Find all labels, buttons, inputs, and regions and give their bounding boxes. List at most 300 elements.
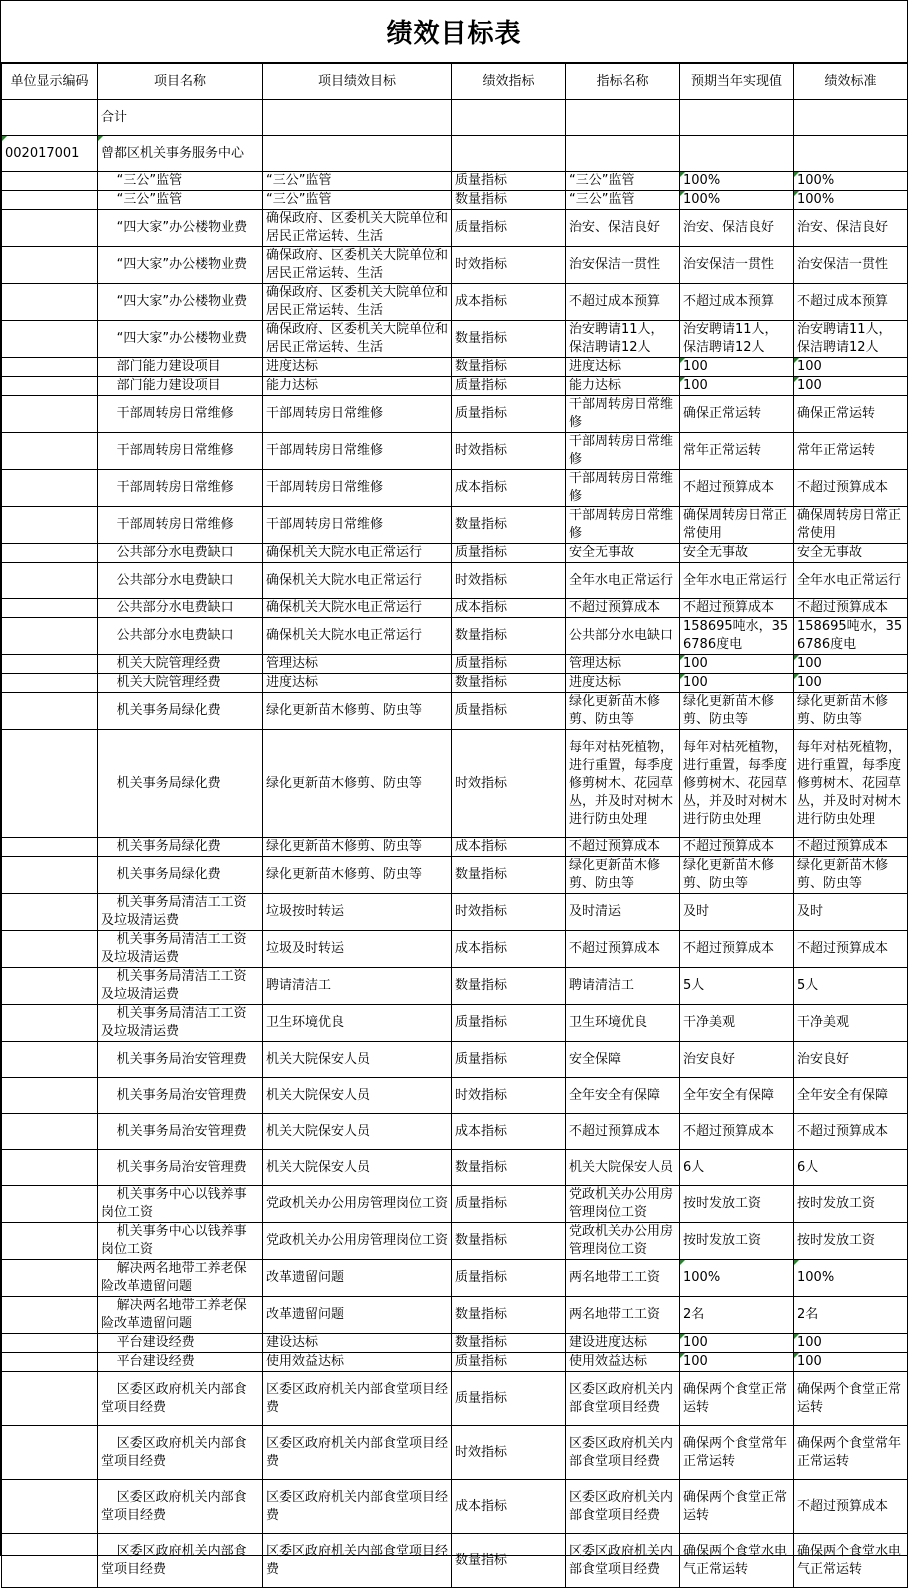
cell-unit-code[interactable] [2, 838, 98, 857]
cell-project-name[interactable]: 机关大院管理经费 [98, 655, 263, 674]
cell-indicator[interactable]: 成本指标 [452, 284, 566, 321]
cell-standard[interactable]: 100 [794, 655, 908, 674]
cell-project-name[interactable]: 机关大院管理经费 [98, 674, 263, 693]
cell-indicator-name[interactable]: 党政机关办公用房管理岗位工资 [566, 1186, 680, 1223]
cell-standard[interactable]: 不超过预算成本 [794, 931, 908, 968]
cell-unit-code[interactable] [2, 1078, 98, 1114]
cell-standard[interactable]: 治安聘请11人，保洁聘请12人 [794, 321, 908, 358]
cell-indicator[interactable]: 质量指标 [452, 377, 566, 396]
cell-standard[interactable]: 不超过预算成本 [794, 838, 908, 857]
cell-project-goal[interactable]: 区委区政府机关内部食堂项目经费 [263, 1372, 452, 1426]
cell-project-goal[interactable]: 确保机关大院水电正常运行 [263, 599, 452, 618]
cell-indicator-name[interactable]: 两名地带工工资 [566, 1297, 680, 1334]
cell-standard[interactable]: 不超过预算成本 [794, 1480, 908, 1534]
cell-project-name[interactable]: 机关事务中心以钱养事岗位工资 [98, 1186, 263, 1223]
cell-indicator-name[interactable]: 干部周转房日常维修 [566, 433, 680, 470]
cell-project-goal[interactable]: 确保政府、区委机关大院单位和居民正常运转、生活 [263, 321, 452, 358]
cell-project-name[interactable]: 机关事务局治安管理费 [98, 1114, 263, 1150]
cell-standard[interactable]: 不超过预算成本 [794, 599, 908, 618]
cell-standard[interactable]: 100 [794, 358, 908, 377]
cell-project-goal[interactable]: 机关大院保安人员 [263, 1078, 452, 1114]
cell-indicator[interactable]: 质量指标 [452, 1353, 566, 1372]
cell-expected-value[interactable]: 158695吨水，356786度电 [680, 618, 794, 655]
cell-standard[interactable]: 5人 [794, 968, 908, 1005]
cell-project-name[interactable]: 机关事务局绿化费 [98, 693, 263, 730]
cell-standard[interactable]: 确保正常运转 [794, 396, 908, 433]
cell-project-name[interactable]: 机关事务局清洁工工资及垃圾清运费 [98, 1005, 263, 1042]
cell-unit-code[interactable] [2, 1223, 98, 1260]
cell-unit-code[interactable] [2, 968, 98, 1005]
cell-indicator-name[interactable]: 干部周转房日常维修 [566, 507, 680, 544]
cell-project-goal[interactable]: 党政机关办公用房管理岗位工资 [263, 1186, 452, 1223]
cell-project-goal[interactable]: 区委区政府机关内部食堂项目经费 [263, 1426, 452, 1480]
cell-indicator[interactable]: 时效指标 [452, 247, 566, 284]
cell-project-name[interactable]: “三公”监管 [98, 172, 263, 191]
cell-expected-value[interactable]: 不超过预算成本 [680, 470, 794, 507]
cell-unit-code[interactable] [2, 857, 98, 894]
cell-indicator[interactable]: 数量指标 [452, 857, 566, 894]
cell-unit-code[interactable] [2, 1480, 98, 1534]
cell-expected-value[interactable]: 确保两个食堂正常运转 [680, 1372, 794, 1426]
cell-unit-code[interactable] [2, 396, 98, 433]
cell-unit-code[interactable] [2, 563, 98, 599]
cell-indicator[interactable]: 时效指标 [452, 894, 566, 931]
cell-standard[interactable]: 100 [794, 377, 908, 396]
cell-project-goal[interactable]: 区委区政府机关内部食堂项目经费 [263, 1480, 452, 1534]
cell-expected-value[interactable]: 确保两个食堂水电气正常运转 [680, 1534, 794, 1588]
cell-standard[interactable]: 100% [794, 172, 908, 191]
cell-standard[interactable]: 确保两个食堂水电气正常运转 [794, 1534, 908, 1588]
cell-project-name[interactable]: 机关事务局绿化费 [98, 838, 263, 857]
cell-project-goal[interactable]: 确保机关大院水电正常运行 [263, 563, 452, 599]
cell-standard[interactable]: 不超过成本预算 [794, 284, 908, 321]
cell-expected-value[interactable]: 6人 [680, 1150, 794, 1186]
cell-indicator-name[interactable]: 干部周转房日常维修 [566, 396, 680, 433]
cell-indicator-name[interactable]: 治安聘请11人，保洁聘请12人 [566, 321, 680, 358]
cell-standard[interactable]: 每年对枯死植物，进行重置，每季度修剪树木、花园草丛，并及时对树木进行防虫处理 [794, 730, 908, 838]
cell-indicator[interactable]: 数量指标 [452, 1223, 566, 1260]
cell-project-goal[interactable]: 进度达标 [263, 674, 452, 693]
cell-indicator-name[interactable]: 及时清运 [566, 894, 680, 931]
cell-standard[interactable]: 确保两个食堂正常运转 [794, 1372, 908, 1426]
cell-indicator-name[interactable]: 区委区政府机关内部食堂项目经费 [566, 1480, 680, 1534]
cell-project-goal[interactable]: 能力达标 [263, 377, 452, 396]
cell-indicator[interactable]: 时效指标 [452, 1078, 566, 1114]
cell-project-name[interactable]: “四大家”办公楼物业费 [98, 247, 263, 284]
cell-unit-code[interactable] [2, 894, 98, 931]
cell-standard[interactable]: 及时 [794, 894, 908, 931]
cell-indicator[interactable]: 质量指标 [452, 210, 566, 247]
cell-unit-code[interactable] [2, 1042, 98, 1078]
cell-project-goal[interactable]: 确保政府、区委机关大院单位和居民正常运转、生活 [263, 210, 452, 247]
cell-project-name[interactable]: 机关事务局绿化费 [98, 730, 263, 838]
cell-project-name[interactable]: 部门能力建设项目 [98, 377, 263, 396]
cell-unit-code[interactable] [2, 1114, 98, 1150]
cell-indicator-name[interactable]: 治安、保洁良好 [566, 210, 680, 247]
cell-project-goal[interactable]: 确保机关大院水电正常运行 [263, 544, 452, 563]
table-row [2, 1334, 908, 1353]
cell-indicator-name[interactable]: 机关大院保安人员 [566, 1150, 680, 1186]
cell-expected-value[interactable]: 全年安全有保障 [680, 1078, 794, 1114]
cell-expected-value[interactable]: 每年对枯死植物，进行重置，每季度修剪树木、花园草丛，并及时对树木进行防虫处理 [680, 730, 794, 838]
cell-expected-value[interactable]: 100 [680, 358, 794, 377]
cell-indicator[interactable]: 质量指标 [452, 396, 566, 433]
cell-indicator-name[interactable]: “三公”监管 [566, 172, 680, 191]
cell-unit-code[interactable] [2, 321, 98, 358]
cell-standard[interactable]: 常年正常运转 [794, 433, 908, 470]
cell-indicator-name[interactable]: 区委区政府机关内部食堂项目经费 [566, 1534, 680, 1588]
cell-standard[interactable] [794, 136, 908, 172]
cell-indicator[interactable]: 数量指标 [452, 1297, 566, 1334]
cell-standard[interactable]: 100 [794, 1334, 908, 1353]
cell-unit-code[interactable] [2, 100, 98, 136]
cell-indicator[interactable]: 质量指标 [452, 1005, 566, 1042]
cell-unit-code[interactable] [2, 1005, 98, 1042]
cell-project-goal[interactable]: 确保政府、区委机关大院单位和居民正常运转、生活 [263, 247, 452, 284]
cell-indicator[interactable]: 时效指标 [452, 1426, 566, 1480]
cell-indicator-name[interactable]: 聘请清洁工 [566, 968, 680, 1005]
table-row [2, 599, 908, 618]
cell-project-name[interactable]: 干部周转房日常维修 [98, 507, 263, 544]
cell-project-name[interactable]: “三公”监管 [98, 191, 263, 210]
cell-indicator[interactable]: 数量指标 [452, 618, 566, 655]
cell-indicator[interactable]: 数量指标 [452, 191, 566, 210]
cell-indicator-name[interactable]: 绿化更新苗木修剪、防虫等 [566, 857, 680, 894]
cell-expected-value[interactable]: 2名 [680, 1297, 794, 1334]
cell-standard[interactable]: 100 [794, 674, 908, 693]
cell-unit-code[interactable] [2, 1260, 98, 1297]
cell-expected-value[interactable]: 确保两个食堂常年正常运转 [680, 1426, 794, 1480]
cell-expected-value[interactable]: 常年正常运转 [680, 433, 794, 470]
cell-unit-code[interactable] [2, 507, 98, 544]
cell-expected-value[interactable] [680, 100, 794, 136]
cell-expected-value[interactable]: 绿化更新苗木修剪、防虫等 [680, 693, 794, 730]
cell-indicator-name[interactable]: 干部周转房日常维修 [566, 470, 680, 507]
cell-project-goal[interactable]: 聘请清洁工 [263, 968, 452, 1005]
cell-project-name[interactable]: 干部周转房日常维修 [98, 433, 263, 470]
cell-unit-code[interactable] [2, 1534, 98, 1588]
cell-expected-value[interactable]: 治安、保洁良好 [680, 210, 794, 247]
total-label[interactable]: 合计 [98, 100, 263, 136]
cell-indicator-name[interactable]: “三公”监管 [566, 191, 680, 210]
unit-row [2, 136, 908, 172]
cell-standard[interactable]: 按时发放工资 [794, 1186, 908, 1223]
cell-project-name[interactable]: 解决两名地带工养老保险改革遗留问题 [98, 1297, 263, 1334]
cell-project-goal[interactable]: 干部周转房日常维修 [263, 433, 452, 470]
cell-project-name[interactable]: 解决两名地带工养老保险改革遗留问题 [98, 1260, 263, 1297]
cell-expected-value[interactable]: 100% [680, 191, 794, 210]
cell-expected-value[interactable]: 不超过预算成本 [680, 838, 794, 857]
cell-indicator-name[interactable]: 不超过预算成本 [566, 931, 680, 968]
cell-indicator[interactable]: 数量指标 [452, 321, 566, 358]
cell-project-goal[interactable]: 确保政府、区委机关大院单位和居民正常运转、生活 [263, 284, 452, 321]
cell-indicator-name[interactable]: 卫生环境优良 [566, 1005, 680, 1042]
cell-unit-code[interactable] [2, 247, 98, 284]
cell-unit-code[interactable] [2, 210, 98, 247]
cell-project-name[interactable]: 机关事务局治安管理费 [98, 1042, 263, 1078]
cell-unit-code[interactable] [2, 1297, 98, 1334]
cell-indicator[interactable]: 成本指标 [452, 1480, 566, 1534]
cell-standard[interactable]: 不超过预算成本 [794, 470, 908, 507]
cell-indicator[interactable]: 时效指标 [452, 730, 566, 838]
cell-indicator-name[interactable]: 进度达标 [566, 358, 680, 377]
cell-project-name[interactable]: “四大家”办公楼物业费 [98, 321, 263, 358]
cell-indicator-name[interactable]: 党政机关办公用房管理岗位工资 [566, 1223, 680, 1260]
cell-project-goal[interactable]: 改革遗留问题 [263, 1260, 452, 1297]
cell-standard[interactable]: 安全无事故 [794, 544, 908, 563]
cell-indicator-name[interactable]: 不超过预算成本 [566, 599, 680, 618]
cell-expected-value[interactable]: 不超过预算成本 [680, 1114, 794, 1150]
cell-unit-code[interactable] [2, 674, 98, 693]
cell-project-goal[interactable]: 干部周转房日常维修 [263, 507, 452, 544]
cell-expected-value[interactable]: 确保周转房日常正常使用 [680, 507, 794, 544]
cell-project-name[interactable]: 机关事务局清洁工工资及垃圾清运费 [98, 968, 263, 1005]
cell-indicator[interactable]: 质量指标 [452, 1372, 566, 1426]
cell-expected-value[interactable]: 绿化更新苗木修剪、防虫等 [680, 857, 794, 894]
cell-project-name[interactable]: 公共部分水电费缺口 [98, 618, 263, 655]
cell-indicator[interactable]: 成本指标 [452, 1114, 566, 1150]
cell-unit-code[interactable] [2, 1334, 98, 1353]
cell-indicator[interactable]: 成本指标 [452, 931, 566, 968]
cell-expected-value[interactable]: 治安保洁一贯性 [680, 247, 794, 284]
cell-project-name[interactable]: 部门能力建设项目 [98, 358, 263, 377]
cell-project-name[interactable]: 机关事务局治安管理费 [98, 1078, 263, 1114]
cell-project-name[interactable]: 区委区政府机关内部食堂项目经费 [98, 1480, 263, 1534]
cell-project-goal[interactable]: 绿化更新苗木修剪、防虫等 [263, 857, 452, 894]
cell-standard[interactable]: 干净美观 [794, 1005, 908, 1042]
cell-expected-value[interactable]: 安全无事故 [680, 544, 794, 563]
cell-indicator[interactable]: 质量指标 [452, 544, 566, 563]
cell-indicator-name[interactable]: 安全无事故 [566, 544, 680, 563]
cell-project-goal[interactable]: 管理达标 [263, 655, 452, 674]
cell-standard[interactable]: 不超过预算成本 [794, 1114, 908, 1150]
cell-indicator-name[interactable]: 不超过预算成本 [566, 838, 680, 857]
cell-project-goal[interactable]: 垃圾及时转运 [263, 931, 452, 968]
cell-unit-code[interactable] [2, 1150, 98, 1186]
cell-unit-code[interactable] [2, 358, 98, 377]
cell-project-goal[interactable]: 卫生环境优良 [263, 1005, 452, 1042]
cell-project-name[interactable]: 区委区政府机关内部食堂项目经费 [98, 1534, 263, 1588]
cell-indicator[interactable]: 数量指标 [452, 507, 566, 544]
cell-indicator-name[interactable]: 不超过成本预算 [566, 284, 680, 321]
cell-project-goal[interactable]: 干部周转房日常维修 [263, 396, 452, 433]
cell-expected-value[interactable]: 5人 [680, 968, 794, 1005]
cell-indicator[interactable]: 数量指标 [452, 674, 566, 693]
cell-indicator-name[interactable]: 能力达标 [566, 377, 680, 396]
cell-indicator[interactable]: 时效指标 [452, 433, 566, 470]
cell-unit-code[interactable] [2, 172, 98, 191]
cell-indicator[interactable]: 质量指标 [452, 1186, 566, 1223]
cell-indicator[interactable]: 成本指标 [452, 838, 566, 857]
cell-project-goal[interactable]: 干部周转房日常维修 [263, 470, 452, 507]
cell-indicator-name[interactable]: 安全保障 [566, 1042, 680, 1078]
cell-indicator[interactable]: 数量指标 [452, 1534, 566, 1588]
cell-expected-value[interactable]: 治安聘请11人，保洁聘请12人 [680, 321, 794, 358]
cell-standard[interactable]: 治安保洁一贯性 [794, 247, 908, 284]
cell-indicator[interactable]: 质量指标 [452, 172, 566, 191]
cell-standard[interactable]: 2名 [794, 1297, 908, 1334]
cell-project-goal[interactable]: 垃圾按时转运 [263, 894, 452, 931]
cell-unit-code[interactable] [2, 693, 98, 730]
cell-indicator[interactable]: 质量指标 [452, 655, 566, 674]
cell-project-name[interactable]: 平台建设经费 [98, 1353, 263, 1372]
cell-expected-value[interactable]: 100% [680, 172, 794, 191]
cell-indicator-name[interactable]: 全年水电正常运行 [566, 563, 680, 599]
cell-project-name[interactable]: 干部周转房日常维修 [98, 396, 263, 433]
cell-unit-code[interactable] [2, 470, 98, 507]
cell-unit-code[interactable] [2, 599, 98, 618]
cell-expected-value[interactable]: 及时 [680, 894, 794, 931]
cell-standard[interactable]: 100% [794, 191, 908, 210]
cell-unit-code[interactable] [2, 377, 98, 396]
cell-expected-value[interactable]: 100 [680, 1353, 794, 1372]
cell-expected-value[interactable]: 按时发放工资 [680, 1186, 794, 1223]
cell-indicator-name[interactable] [566, 100, 680, 136]
cell-project-goal[interactable]: 绿化更新苗木修剪、防虫等 [263, 730, 452, 838]
cell-expected-value[interactable]: 100 [680, 655, 794, 674]
cell-project-name[interactable]: 公共部分水电费缺口 [98, 599, 263, 618]
cell-unit-code[interactable] [2, 544, 98, 563]
cell-standard[interactable]: 治安良好 [794, 1042, 908, 1078]
cell-project-goal[interactable]: 建设达标 [263, 1334, 452, 1353]
cell-project-goal[interactable]: 绿化更新苗木修剪、防虫等 [263, 693, 452, 730]
cell-unit-code[interactable] [2, 1353, 98, 1372]
cell-expected-value[interactable]: 100% [680, 1260, 794, 1297]
cell-indicator-name[interactable]: 两名地带工工资 [566, 1260, 680, 1297]
cell-project-goal[interactable]: “三公”监管 [263, 172, 452, 191]
cell-indicator-name[interactable]: 绿化更新苗木修剪、防虫等 [566, 693, 680, 730]
table-row [2, 1297, 908, 1334]
cell-unit-code[interactable] [2, 655, 98, 674]
cell-indicator[interactable]: 质量指标 [452, 1042, 566, 1078]
cell-expected-value[interactable]: 100 [680, 674, 794, 693]
cell-indicator[interactable]: 时效指标 [452, 563, 566, 599]
cell-standard[interactable]: 治安、保洁良好 [794, 210, 908, 247]
cell-indicator-name[interactable]: 管理达标 [566, 655, 680, 674]
cell-unit-code[interactable] [2, 1372, 98, 1426]
cell-indicator[interactable]: 质量指标 [452, 693, 566, 730]
table-row [2, 1150, 908, 1186]
cell-expected-value[interactable]: 确保正常运转 [680, 396, 794, 433]
cell-indicator[interactable] [452, 136, 566, 172]
cell-project-goal[interactable]: 机关大院保安人员 [263, 1150, 452, 1186]
cell-standard[interactable]: 全年水电正常运行 [794, 563, 908, 599]
cell-indicator-name[interactable]: 区委区政府机关内部食堂项目经费 [566, 1372, 680, 1426]
cell-indicator-name[interactable]: 全年安全有保障 [566, 1078, 680, 1114]
cell-project-goal[interactable]: 机关大院保安人员 [263, 1114, 452, 1150]
cell-indicator[interactable]: 数量指标 [452, 968, 566, 1005]
cell-expected-value[interactable]: 不超过预算成本 [680, 599, 794, 618]
cell-indicator[interactable]: 数量指标 [452, 358, 566, 377]
cell-project-name[interactable]: “四大家”办公楼物业费 [98, 284, 263, 321]
cell-standard[interactable]: 6人 [794, 1150, 908, 1186]
cell-expected-value[interactable] [680, 136, 794, 172]
table-row [2, 1426, 908, 1480]
cell-standard[interactable]: 按时发放工资 [794, 1223, 908, 1260]
cell-standard[interactable]: 绿化更新苗木修剪、防虫等 [794, 857, 908, 894]
unit-name[interactable]: 曾都区机关事务服务中心 [98, 136, 263, 172]
cell-unit-code[interactable] [2, 284, 98, 321]
cell-unit-code[interactable] [2, 1426, 98, 1480]
cell-indicator[interactable] [452, 100, 566, 136]
cell-expected-value[interactable]: 100 [680, 377, 794, 396]
cell-indicator-name[interactable]: 每年对枯死植物，进行重置，每季度修剪树木、花园草丛，并及时对树木进行防虫处理 [566, 730, 680, 838]
cell-project-goal[interactable]: 进度达标 [263, 358, 452, 377]
cell-standard[interactable]: 100 [794, 1353, 908, 1372]
cell-unit-code[interactable] [2, 1186, 98, 1223]
cell-unit-code[interactable] [2, 618, 98, 655]
cell-project-name[interactable]: 平台建设经费 [98, 1334, 263, 1353]
cell-expected-value[interactable]: 100 [680, 1334, 794, 1353]
cell-project-goal[interactable]: 使用效益达标 [263, 1353, 452, 1372]
cell-indicator-name[interactable]: 建设进度达标 [566, 1334, 680, 1353]
cell-expected-value[interactable]: 按时发放工资 [680, 1223, 794, 1260]
cell-indicator[interactable]: 成本指标 [452, 599, 566, 618]
cell-project-goal[interactable] [263, 100, 452, 136]
cell-standard[interactable]: 确保两个食堂常年正常运转 [794, 1426, 908, 1480]
cell-project-name[interactable]: 机关事务局绿化费 [98, 857, 263, 894]
cell-unit-code[interactable] [2, 191, 98, 210]
cell-project-name[interactable]: 机关事务局清洁工工资及垃圾清运费 [98, 931, 263, 968]
cell-project-name[interactable]: “四大家”办公楼物业费 [98, 210, 263, 247]
unit-code[interactable]: 002017001 [2, 136, 98, 172]
cell-indicator[interactable]: 质量指标 [452, 1260, 566, 1297]
cell-expected-value[interactable]: 干净美观 [680, 1005, 794, 1042]
cell-project-goal[interactable]: 区委区政府机关内部食堂项目经费 [263, 1534, 452, 1588]
cell-unit-code[interactable] [2, 433, 98, 470]
cell-standard[interactable]: 100% [794, 1260, 908, 1297]
cell-expected-value[interactable]: 全年水电正常运行 [680, 563, 794, 599]
cell-indicator[interactable]: 数量指标 [452, 1334, 566, 1353]
cell-project-goal[interactable]: 党政机关办公用房管理岗位工资 [263, 1223, 452, 1260]
cell-project-name[interactable]: 公共部分水电费缺口 [98, 563, 263, 599]
cell-project-name[interactable]: 干部周转房日常维修 [98, 470, 263, 507]
cell-standard[interactable]: 绿化更新苗木修剪、防虫等 [794, 693, 908, 730]
cell-indicator-name[interactable]: 公共部分水电缺口 [566, 618, 680, 655]
cell-project-goal[interactable]: 绿化更新苗木修剪、防虫等 [263, 838, 452, 857]
cell-project-name[interactable]: 公共部分水电费缺口 [98, 544, 263, 563]
cell-project-name[interactable]: 区委区政府机关内部食堂项目经费 [98, 1426, 263, 1480]
cell-standard[interactable]: 确保周转房日常正常使用 [794, 507, 908, 544]
cell-standard[interactable]: 158695吨水，356786度电 [794, 618, 908, 655]
cell-project-name[interactable]: 机关事务局清洁工工资及垃圾清运费 [98, 894, 263, 931]
cell-indicator-name[interactable]: 治安保洁一贯性 [566, 247, 680, 284]
cell-project-goal[interactable]: 改革遗留问题 [263, 1297, 452, 1334]
cell-project-goal[interactable] [263, 136, 452, 172]
cell-standard[interactable] [794, 100, 908, 136]
cell-indicator[interactable]: 数量指标 [452, 1150, 566, 1186]
cell-project-goal[interactable]: 确保机关大院水电正常运行 [263, 618, 452, 655]
cell-expected-value[interactable]: 不超过成本预算 [680, 284, 794, 321]
cell-project-name[interactable]: 机关事务中心以钱养事岗位工资 [98, 1223, 263, 1260]
cell-project-goal[interactable]: “三公”监管 [263, 191, 452, 210]
cell-project-name[interactable]: 机关事务局治安管理费 [98, 1150, 263, 1186]
cell-project-name[interactable]: 区委区政府机关内部食堂项目经费 [98, 1372, 263, 1426]
cell-indicator-name[interactable]: 不超过预算成本 [566, 1114, 680, 1150]
cell-indicator-name[interactable]: 使用效益达标 [566, 1353, 680, 1372]
cell-expected-value[interactable]: 不超过预算成本 [680, 931, 794, 968]
cell-expected-value[interactable]: 确保两个食堂正常运转 [680, 1480, 794, 1534]
cell-unit-code[interactable] [2, 931, 98, 968]
cell-standard[interactable]: 全年安全有保障 [794, 1078, 908, 1114]
cell-indicator-name[interactable] [566, 136, 680, 172]
cell-indicator-name[interactable]: 区委区政府机关内部食堂项目经费 [566, 1426, 680, 1480]
cell-unit-code[interactable] [2, 730, 98, 838]
cell-project-goal[interactable]: 机关大院保安人员 [263, 1042, 452, 1078]
cell-expected-value[interactable]: 治安良好 [680, 1042, 794, 1078]
cell-indicator-name[interactable]: 进度达标 [566, 674, 680, 693]
cell-indicator[interactable]: 成本指标 [452, 470, 566, 507]
